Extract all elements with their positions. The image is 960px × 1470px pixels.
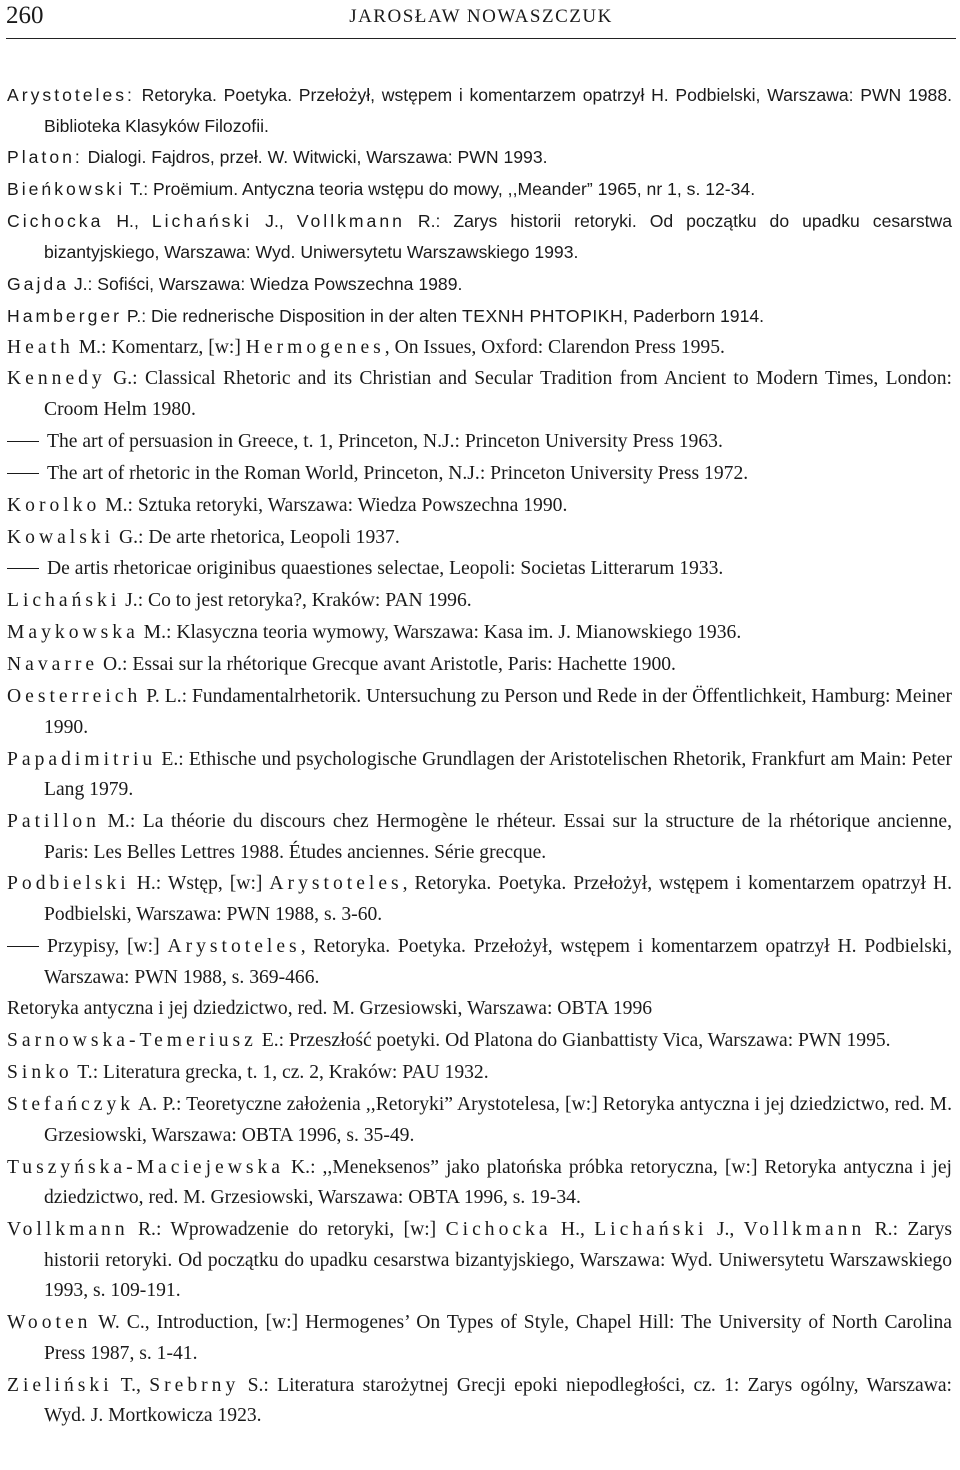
- bibliography-entry: [7, 1215, 952, 1307]
- entry-author: Cichocka: [7, 211, 104, 232]
- entry-text: P. L.: Fundamentalrhetorik. Untersuchung zu Person und Rede in der Öffentlichkeit, Hamburg: Meiner 1990.: [44, 686, 952, 738]
- entry-author: Vollkmann: [296, 211, 405, 232]
- page-header: [6, 0, 956, 39]
- entry-author: Vollkmann: [7, 1219, 129, 1241]
- entry-text: W. C., Introduction, [w:] Hermogenes’ On Types of Style, Chapel Hill: The University of North Carolina Press 1987, s. 1-41.: [44, 1312, 952, 1364]
- bibliography-entry: [7, 650, 952, 681]
- bibliography-entry: [7, 1308, 952, 1369]
- bibliography-entry: [7, 427, 952, 458]
- entry-author: Lichański: [151, 211, 253, 232]
- bibliography-entry: [7, 269, 952, 300]
- entry-author: Kennedy: [7, 368, 106, 390]
- bibliography-entry: [7, 301, 952, 332]
- entry-text: M.: Komentarz, [w:]: [73, 336, 246, 358]
- entry-author: Wooten: [7, 1312, 92, 1334]
- entry-author: Maykowska: [7, 622, 139, 644]
- entry-text: M.: Klasyczna teoria wymowy, Warszawa: Kasa im. J. Mianowskiego 1936.: [138, 622, 742, 644]
- entry-text: M.: La théorie du discours chez Hermogène le rhéteur. Essai sur la structure de la rhétorique ancienne, Paris: Les Belles Lettres 1988. Études anciennes. Série grecque.: [44, 811, 952, 863]
- bibliography-entry: [7, 932, 952, 993]
- entry-author: Sinko: [7, 1062, 73, 1084]
- entry-text: R.: Wprowadzenie do retoryki, [w:]: [128, 1219, 446, 1241]
- entry-text: P.: Die rednerische Disposition in der alten: [122, 305, 463, 326]
- ditto-dash: [7, 568, 39, 569]
- bibliography-entry: [7, 1026, 952, 1057]
- entry-text: G.: Classical Rhetoric and its Christian and Secular Tradition from Ancient to Modern Times, London: Croom Helm 1980.: [44, 368, 952, 421]
- running-head: JAROSŁAW NOWASZCZUK: [349, 6, 613, 27]
- entry-author: Navarre: [7, 654, 99, 676]
- entry-text: J.,: [707, 1219, 744, 1241]
- bibliography-entry: [7, 682, 952, 743]
- entry-text: H.: Wstęp, [w:]: [129, 873, 270, 895]
- entry-text: G.: De arte rhetorica, Leopoli 1937.: [114, 526, 400, 548]
- ditto-dash: [7, 473, 39, 474]
- bibliography-entry: [7, 333, 952, 364]
- entry-text: Retoryka antyczna i jej dziedzictwo, red. M. Grzesiowski, Warszawa: OBTA 1996: [7, 998, 653, 1020]
- entry-text: E.: Ethische und psychologische Grundlagen der Aristotelischen Rhetorik, Frankfurt am Main: Peter Lang 1979.: [44, 748, 952, 801]
- bibliography-entry: [7, 80, 952, 141]
- entry-text: Dialogi. Fajdros, przeł. W. Witwicki, Warszawa: PWN 1993.: [82, 147, 548, 168]
- bibliography-entry: [7, 523, 952, 554]
- entry-text: E.: Przeszłość poetyki. Od Platona do Gianbattisty Vica, Warszawa: PWN 1995.: [256, 1030, 891, 1052]
- entry-author: Vollkmann: [743, 1219, 866, 1241]
- bibliography-entry: [7, 1371, 952, 1432]
- entry-author: Lichański: [7, 590, 121, 612]
- entry-text: M.: Sztuka retoryki, Warszawa: Wiedza Powszechna 1990.: [100, 494, 568, 516]
- entry-text: T.: Literatura grecka, t. 1, cz. 2, Kraków: PAU 1932.: [72, 1062, 489, 1084]
- greek-title: TEXNH PHTOPIKH: [462, 305, 624, 326]
- entry-author: Zieliński: [7, 1374, 113, 1396]
- entry-text: De artis rhetoricae originibus quaestiones selectae, Leopoli: Societas Litterarum 1933.: [47, 558, 724, 580]
- entry-author: Arystoteles:: [7, 85, 135, 105]
- bibliography-entry: [7, 1153, 952, 1214]
- bibliography-entry: [7, 869, 952, 930]
- entry-author: Tuszyńska-Maciejewska: [7, 1156, 285, 1178]
- entry-author: Platon:: [7, 147, 83, 168]
- entry-text: H.,: [551, 1219, 595, 1241]
- ditto-dash: [7, 441, 39, 442]
- entry-text: O.: Essai sur la rhétorique Grecque avant Aristotle, Paris: Hachette 1900.: [98, 654, 676, 676]
- bibliography-entry: [7, 807, 952, 868]
- bibliography-entry: [7, 459, 952, 490]
- entry-text: J.,: [252, 211, 297, 232]
- entry-text: J.: Co to jest retoryka?, Kraków: PAN 1996.: [120, 590, 472, 612]
- entry-author: Sarnowska-Temeriusz: [7, 1030, 257, 1052]
- entry-text: H.,: [103, 211, 152, 232]
- entry-text: , Paderborn 1914.: [623, 305, 765, 326]
- page-number: 260: [6, 2, 44, 29]
- bibliography-entry: [7, 994, 952, 1025]
- entry-text: A. P.: Teoretyczne założenia ,,Retoryki” Arystotelesa, [w:] Retoryka antyczna i jej dziedzictwo, red. M. Grzesiowski, Warszawa: OBTA 1996, s. 35-49.: [44, 1094, 952, 1146]
- entry-text: R.: Zarys historii retoryki. Od początku do upadku cesarstwa bizantyjskiego, Warszawa: Wyd. Uniwersytetu Warszawskiego 1993.: [44, 211, 952, 262]
- entry-text: , Retoryka. Poetyka. Przełożył, wstępem i komentarzem opatrzył H. Podbielski, Warszawa: PWN 1988, s. 3-60.: [44, 873, 952, 926]
- bibliography-entry: [7, 618, 952, 649]
- entry-author: Arystoteles: [167, 935, 301, 957]
- entry-author: Oesterreich: [7, 686, 142, 708]
- entry-text: S.: Literatura starożytnej Grecji epoki niepodległości, cz. 1: Zarys ogólny, Warszawa: Wyd. J. Mortkowicza 1923.: [44, 1374, 952, 1427]
- bibliography-list: [7, 80, 952, 1433]
- entry-author: Srebrny: [149, 1374, 240, 1396]
- entry-author: Papadimitriu: [7, 748, 157, 770]
- entry-author: Cichocka: [445, 1219, 552, 1241]
- bibliography-entry: [7, 745, 952, 806]
- entry-author: Heath: [7, 336, 74, 358]
- bibliography-entry: [7, 174, 952, 205]
- bibliography-entry: [7, 142, 952, 173]
- entry-author: Lichański: [594, 1219, 708, 1241]
- entry-author: Hermogenes: [245, 336, 385, 358]
- entry-author: Podbielski: [7, 873, 130, 895]
- entry-author: Arystoteles: [269, 873, 403, 895]
- entry-author: Hamberger: [7, 305, 123, 326]
- bibliography-entry: [7, 364, 952, 425]
- entry-author: Gajda: [7, 273, 69, 294]
- entry-author: Kowalski: [7, 526, 115, 548]
- entry-text: T.,: [112, 1374, 150, 1396]
- entry-author: Patillon: [7, 811, 100, 832]
- bibliography-entry: [7, 554, 952, 585]
- entry-text: , Retoryka. Poetyka. Przełożył, wstępem i komentarzem opatrzył H. Podbielski, Warszawa: PWN 1988, s. 369-466.: [44, 935, 952, 988]
- entry-author: Stefańczyk: [7, 1094, 135, 1116]
- bibliography-entry: [7, 1090, 952, 1151]
- entry-text: The art of persuasion in Greece, t. 1, Princeton, N.J.: Princeton University Press 1963.: [47, 430, 723, 452]
- bibliography-entry: [7, 491, 952, 522]
- entry-text: Retoryka. Poetyka. Przełożył, wstępem i komentarzem opatrzył H. Podbielski, Warszawa: PWN 1988. Biblioteka Klasyków Filozofii.: [44, 85, 952, 136]
- entry-text: Przypisy, [w:]: [47, 935, 168, 957]
- entry-text: The art of rhetoric in the Roman World, Princeton, N.J.: Princeton University Press 1972.: [47, 462, 749, 484]
- bibliography-entry: [7, 586, 952, 617]
- entry-author: Bieńkowski: [7, 179, 126, 200]
- entry-text: R.: Zarys historii retoryki. Od początku do upadku cesarstwa bizantyjskiego, Warszawa: Wyd. Uniwersytetu Warszawskiego 1993, s. 109-191.: [44, 1219, 952, 1302]
- ditto-dash: [7, 946, 39, 947]
- entry-text: , On Issues, Oxford: Clarendon Press 1995.: [384, 336, 725, 358]
- bibliography-entry: [7, 206, 952, 267]
- entry-text: J.: Sofiści, Warszawa: Wiedza Powszechna 1989.: [68, 273, 463, 294]
- bibliography-entry: [7, 1058, 952, 1089]
- entry-text: K.: ,,Meneksenos” jako platońska próbka retoryczna, [w:] Retoryka antyczna i jej dziedzictwo, red. M. Grzesiowski, Warszawa: OBTA 1996, s. 19-34.: [44, 1156, 952, 1209]
- entry-author: Korolko: [7, 494, 101, 516]
- entry-text: T.: Proëmium. Antyczna teoria wstępu do mowy, ,,Meander” 1965, nr 1, s. 12-34.: [125, 179, 756, 200]
